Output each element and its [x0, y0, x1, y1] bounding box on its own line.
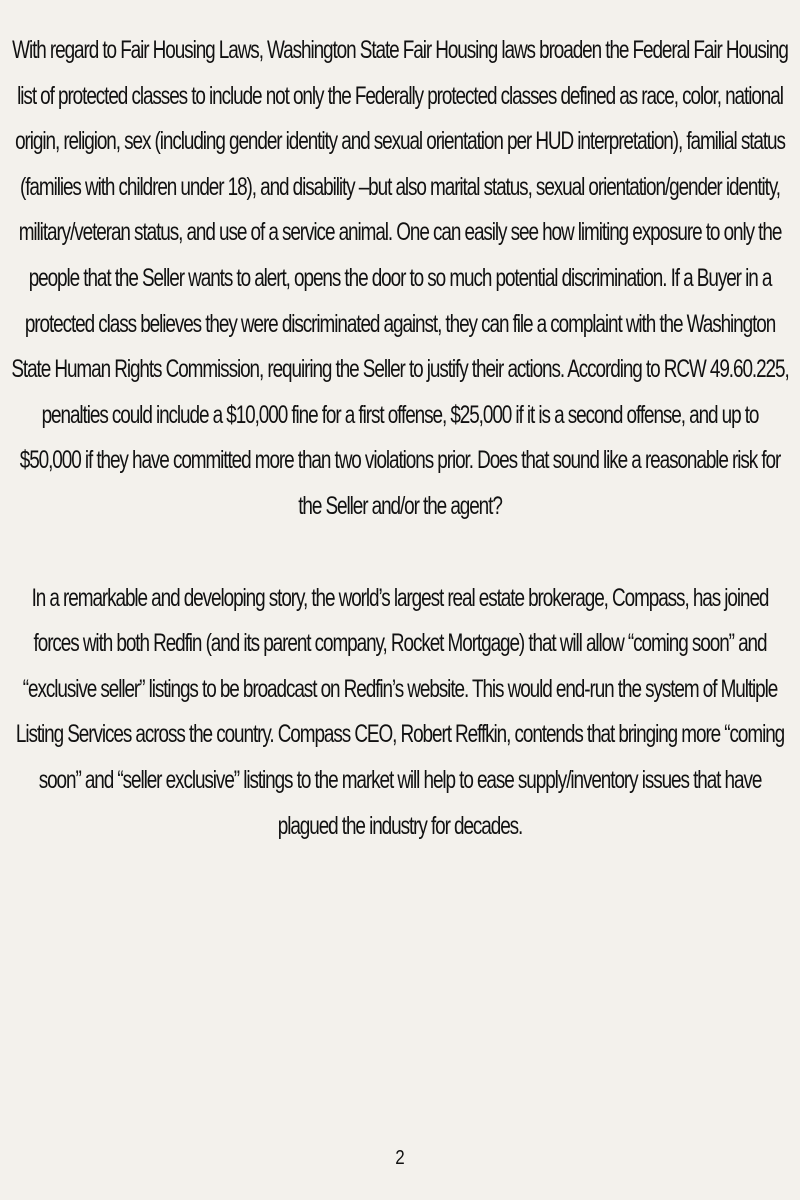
page-number: 2: [395, 1147, 405, 1169]
paragraph-compass-redfin: In a remarkable and developing story, the world’s largest real estate brokerage, Compass, has joined forces with both Redfin (and its parent company, Rocket Mortgage) that will allow “coming soon” and “exclusive seller” listings to be broadcast on Redfin’s website. This would end-run the system of Multiple Listing Services across the country. Compass CEO, Robert Reffkin, contends that bringing more “coming soon” and “seller exclusive” listings to the market will help to ease supply/inventory issues that have plagued the industry for decades.: [15, 584, 785, 840]
paragraph-spacer: [10, 530, 790, 576]
paragraph-fair-housing: With regard to Fair Housing Laws, Washington State Fair Housing laws broaden the Federal Fair Housing list of protected classes to include not only the Federally protected classes defined as race, color, national origin, religion, sex (including gender identity and sexual orientation per HUD interpretation), familial status (families with children under 18), and disability –but also marital status, sexual orientation/gender identity, military/veteran status, and use of a service animal. One can easily see how limiting exposure to only the people that the Seller wants to alert, opens the door to so much potential discrimination. If a Buyer in a protected class believes they were discriminated against, they can file a complaint with the Washington State Human Rights Commission, requiring the Seller to justify their actions. According to RCW 49.60.225, penalties could include a $10,000 fine for a first offense, $25,000 if it is a second offense, and up to $50,000 if they have committed more than two violations prior. Does that sound like a reasonable risk for the Seller and/or the agent?: [11, 37, 789, 520]
